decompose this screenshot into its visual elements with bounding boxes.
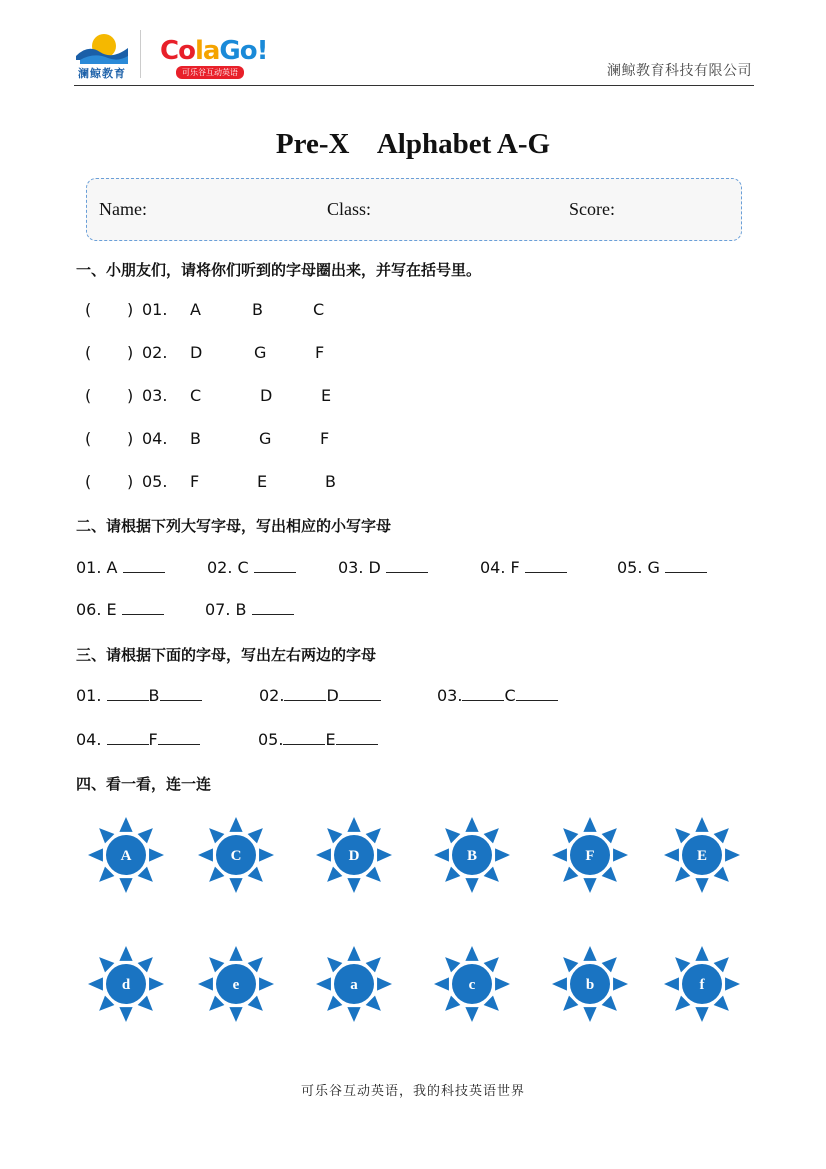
uppercase-letter: F [585,848,595,864]
sun-ray [119,946,132,961]
sun-ray [119,1007,132,1022]
sun-ray [695,946,708,961]
colago-subtitle: 可乐谷互动英语 [176,66,244,79]
sun-ray [119,878,132,893]
sun-ray [347,878,360,893]
paren-close: ) [127,343,134,362]
item-label: 04. F [480,558,525,577]
letter-choice: D [260,386,273,405]
lowercase-letter: b [585,977,595,993]
uppercase-letter: E [696,848,708,864]
sun-ray [198,848,213,861]
answer-blank [386,558,428,573]
item-number: 04. [76,730,107,749]
item-number: 02. [142,343,168,362]
sun-ray [465,817,478,832]
sun-ray [695,878,708,893]
score-label: Score: [569,199,615,219]
sun-ray [613,977,628,990]
lowercase-blank-item [480,558,567,577]
paren-open: ( [85,386,92,405]
lowercase-sun[interactable] [196,944,276,1024]
uppercase-sun[interactable] [550,815,630,895]
page-title: Pre-X Alphabet A-G [275,128,551,160]
item-number: 01. [76,686,107,705]
letter-choice: E [257,472,268,491]
answer-blank-right [336,730,378,745]
sun-ray [695,1007,708,1022]
item-number: 03. [142,386,168,405]
sun-ray [149,848,164,861]
page-header [74,24,754,86]
sun-ray [377,848,392,861]
sun-ray [613,848,628,861]
answer-blank-left [283,730,325,745]
sun-ray [229,946,242,961]
lowercase-letter: e [232,977,240,993]
colago-logo [160,36,268,77]
given-letter: F [148,730,158,749]
section1-heading: 一、小朋友们，请将你们听到的字母圈出来，并写在括号里。 [76,261,482,279]
sun-ray [725,977,740,990]
letter-choice: B [190,429,201,448]
sun-ray [259,977,274,990]
letter-choice: C [190,386,202,405]
sun-ray [149,977,164,990]
sun-ray [465,946,478,961]
item-number: 05. [142,472,168,491]
lowercase-sun[interactable] [86,944,166,1024]
uppercase-sun[interactable] [314,815,394,895]
answer-blank-right [339,686,381,701]
student-info-box [86,178,742,241]
letter-choice: F [190,472,200,491]
lowercase-blank-item [205,600,294,619]
sun-ray [495,848,510,861]
item-label: 05. G [617,558,666,577]
logo-text: 澜鲸教育 [78,67,126,80]
sun-ray [347,946,360,961]
uppercase-letter: B [466,848,478,864]
sun-ray [465,1007,478,1022]
sun-ray [347,817,360,832]
lanjing-logo [74,30,130,80]
letter-choice: F [315,343,325,362]
uppercase-letter: C [230,848,242,864]
paren-open: ( [85,300,92,319]
item-label: 07. B [205,600,252,619]
uppercase-letter: A [120,848,132,864]
letter-choice: G [259,429,272,448]
sun-ray [583,946,596,961]
answer-blank-left [284,686,326,701]
page-footer: 可乐谷互动英语，我的科技英语世界 [300,1084,525,1099]
lowercase-sun[interactable] [432,944,512,1024]
neighbor-letters-item [259,686,381,705]
sun-ray [725,848,740,861]
uppercase-sun[interactable] [432,815,512,895]
paren-close: ) [127,429,134,448]
lowercase-blank-item [76,558,165,577]
letter-choice: D [190,343,203,362]
lowercase-letter: f [699,977,705,993]
answer-blank-right [158,730,200,745]
answer-blank [123,558,165,573]
answer-blank [252,600,294,615]
sun-ray [377,977,392,990]
sun-ray [583,878,596,893]
answer-blank-left [107,686,149,701]
colago-brand: ColaGo! [160,36,268,66]
section4-heading: 四、看一看，连一连 [76,775,212,793]
sun-ray [695,817,708,832]
uppercase-letter: D [348,848,360,864]
answer-blank-right [516,686,558,701]
name-label: Name: [99,199,147,219]
answer-blank [525,558,567,573]
paren-open: ( [85,472,92,491]
sun-ray [229,817,242,832]
item-number: 03. [437,686,463,705]
neighbor-letters-item [76,686,202,705]
answer-blank-right [160,686,202,701]
sun-ray [583,817,596,832]
lowercase-blank-item [338,558,428,577]
answer-blank-left [462,686,504,701]
sun-ray [434,977,449,990]
letter-choice: G [254,343,267,362]
sun-ray [229,878,242,893]
sun-ray [664,977,679,990]
wave-sun-icon [74,30,130,66]
answer-blank [254,558,296,573]
paren-open: ( [85,343,92,362]
lowercase-blank-item [617,558,707,577]
lowercase-letter: a [350,977,358,993]
company-name: 澜鲸教育科技有限公司 [607,63,752,79]
paren-close: ) [127,472,134,491]
sun-ray [119,817,132,832]
given-letter: B [148,686,160,705]
logo-divider [140,30,141,78]
section3-heading: 三、请根据下面的字母，写出左右两边的字母 [76,646,377,664]
given-letter: D [326,686,339,705]
sun-ray [88,977,103,990]
letter-choice: B [325,472,336,491]
sun-ray [434,848,449,861]
sun-ray [198,977,213,990]
paren-open: ( [85,429,92,448]
lowercase-letter: d [121,977,131,993]
letter-choice: C [313,300,325,319]
letter-choice: E [321,386,332,405]
letter-choice: B [252,300,263,319]
item-number: 01. [142,300,168,319]
paren-close: ) [127,386,134,405]
given-letter: E [325,730,336,749]
sun-ray [229,1007,242,1022]
item-label: 06. E [76,600,122,619]
sun-ray [552,848,567,861]
given-letter: C [504,686,516,705]
answer-blank [665,558,707,573]
sun-ray [552,977,567,990]
neighbor-letters-item [258,730,378,749]
lowercase-sun[interactable] [662,944,742,1024]
sun-ray [495,977,510,990]
lowercase-blank-item [207,558,296,577]
lowercase-sun[interactable] [314,944,394,1024]
lowercase-sun[interactable] [550,944,630,1024]
uppercase-sun[interactable] [196,815,276,895]
sun-ray [347,1007,360,1022]
sun-ray [88,848,103,861]
lowercase-blank-item [76,600,164,619]
item-number: 02. [259,686,285,705]
uppercase-sun[interactable] [662,815,742,895]
neighbor-letters-item [76,730,200,749]
answer-blank [122,600,164,615]
uppercase-sun[interactable] [86,815,166,895]
item-number: 05. [258,730,284,749]
answer-blank-left [107,730,149,745]
item-label: 01. A [76,558,123,577]
lowercase-letter: c [468,977,476,993]
neighbor-letters-item [437,686,558,705]
item-label: 03. D [338,558,386,577]
section2-heading: 二、请根据下列大写字母，写出相应的小写字母 [76,517,392,535]
paren-close: ) [127,300,134,319]
item-label: 02. C [207,558,254,577]
sun-ray [465,878,478,893]
item-number: 04. [142,429,168,448]
class-label: Class: [327,199,372,219]
sun-ray [259,848,274,861]
sun-ray [664,848,679,861]
sun-ray [316,848,331,861]
letter-choice: F [320,429,330,448]
sun-ray [583,1007,596,1022]
sun-ray [316,977,331,990]
letter-choice: A [190,300,201,319]
